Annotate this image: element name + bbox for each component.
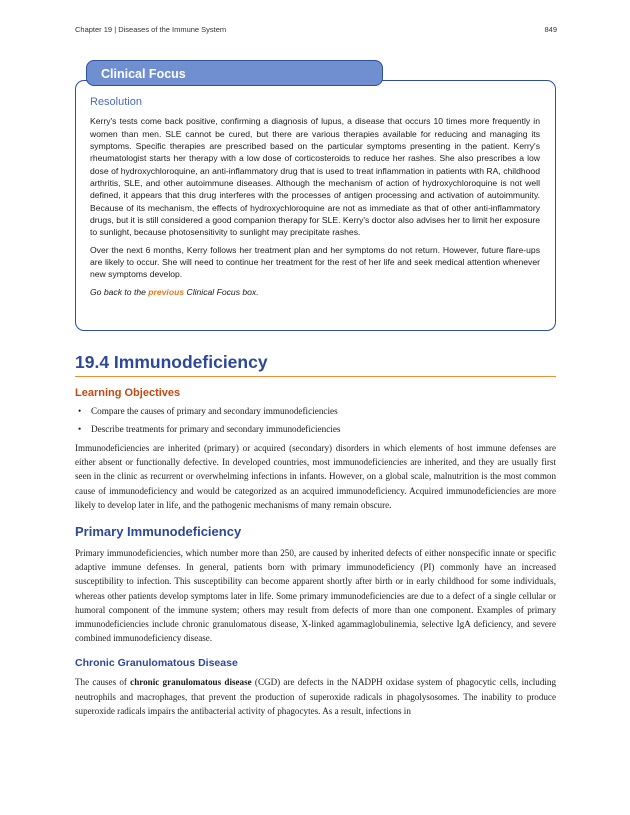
previous-link[interactable]: previous — [148, 286, 185, 297]
cgd-heading: Chronic Granulomatous Disease — [75, 657, 238, 670]
clinical-focus-content — [90, 96, 540, 303]
main-content — [75, 352, 556, 730]
go-back-line — [90, 286, 540, 298]
go-back-suffix: Clinical Focus box. — [184, 286, 259, 297]
learning-objectives-title: Learning Objectives — [75, 387, 181, 399]
bullet: • — [78, 424, 82, 434]
go-back-prefix: Go back to the — [90, 286, 149, 297]
objective-item — [75, 402, 556, 420]
chapter-title: Chapter 19 | Diseases of the Immune System — [75, 25, 227, 34]
cgd-paragraph — [75, 675, 556, 718]
clinical-focus-heading: Resolution — [90, 96, 142, 108]
clinical-focus-paragraph-2: Over the next 6 months, Kerry follows her treatment plan and her symptoms do not return. However, future flare-ups are likely to occur. She will need to continue her treatment for the rest of her life and seek medical attention whenever new symptoms develop. — [90, 244, 540, 280]
cgd-term: chronic granulomatous disease — [130, 677, 252, 688]
page-number: 849 — [544, 25, 557, 34]
cgd-prefix: The causes of — [75, 677, 131, 688]
learning-objectives-list — [75, 402, 556, 438]
clinical-focus-tab: Clinical Focus — [86, 60, 383, 86]
primary-immunodeficiency-heading: Primary Immunodeficiency — [75, 524, 242, 540]
objective-item — [75, 420, 556, 438]
cgd-rest: (CGD) are defects in the NADPH oxidase system of phagocytic cells, including neutrophils and macrophages, that prevent the production of superoxide radicals in phagolysosomes. The inability to produce superoxide radicals impairs the antibacterial activity of phagocytes. As a result, infections in — [75, 677, 556, 716]
primary-paragraph: Primary immunodeficiencies, which number more than 250, are caused by inherited defects of either nonspecific innate or specific adaptive immune defenses. In general, patients born with primary immunodeficiency (PI) commonly have an increased susceptibility to infection. This susceptibility can become apparent shortly after birth or in early childhood for some individuals, whereas other patients develop symptoms later in life. Some primary immunodeficiencies are due to a defect of a single cellular or humoral component of the immune system; others may result from defects of more than one component. Examples of primary immunodeficiencies include chronic granulomatous disease, X-linked agammaglobulinemia, selective IgA deficiency, and severe combined immunodeficiency disease. — [75, 548, 556, 644]
running-header — [75, 25, 557, 37]
objective-text: Describe treatments for primary and secondary immunodeficiencies — [91, 424, 341, 434]
clinical-focus-paragraph-1: Kerry's tests come back positive, confirming a diagnosis of lupus, a disease that occurs 10 times more frequently in women than men. SLE cannot be cured, but there are various therapies available for reducing and managing its symptoms. Specific therapies are prescribed based on the particular symptoms presenting in the patient. Kerry's rheumatologist starts her therapy with a low dose of corticosteroids to reduce her rashes. She also prescribes a low dose of hydroxychloroquine, an anti-inflammatory drug that is used to treat inflammation in patients with RA, childhood arthritis, SLE, and other autoimmune diseases. Although the mechanism of action of hydroxychloroquine is not well defined, it appears that this drug interferes with the processes of antigen processing and activation of autoimmunity. Because of its mechanism, the effects of hydroxychloroquine are not as immediate as that of other anti-inflammatory drugs, but it is still considered a good companion therapy for SLE. Kerry's doctor also advises her to limit her exposure to sunlight, because photosensitivity to sunlight may precipitate rashes. — [90, 116, 540, 238]
section-title: 19.4 Immunodeficiency — [75, 352, 556, 377]
bullet: • — [78, 406, 82, 416]
objective-text: Compare the causes of primary and secondary immunodeficiencies — [91, 406, 338, 416]
intro-paragraph: Immunodeficiencies are inherited (primary) or acquired (secondary) disorders in which elements of host immune defenses are either absent or functionally defective. In developed countries, most immunodeficiencies are inherited, and they are usually first seen in the clinic as recurrent or overwhelming infections in infants. However, on a global scale, malnutrition is the most common cause of immunodeficiency and would be categorized as an acquired immunodeficiency. Acquired immunodeficiencies are more likely to develop later in life, and the pathogenic mechanisms of many remain obscure. — [75, 443, 556, 510]
